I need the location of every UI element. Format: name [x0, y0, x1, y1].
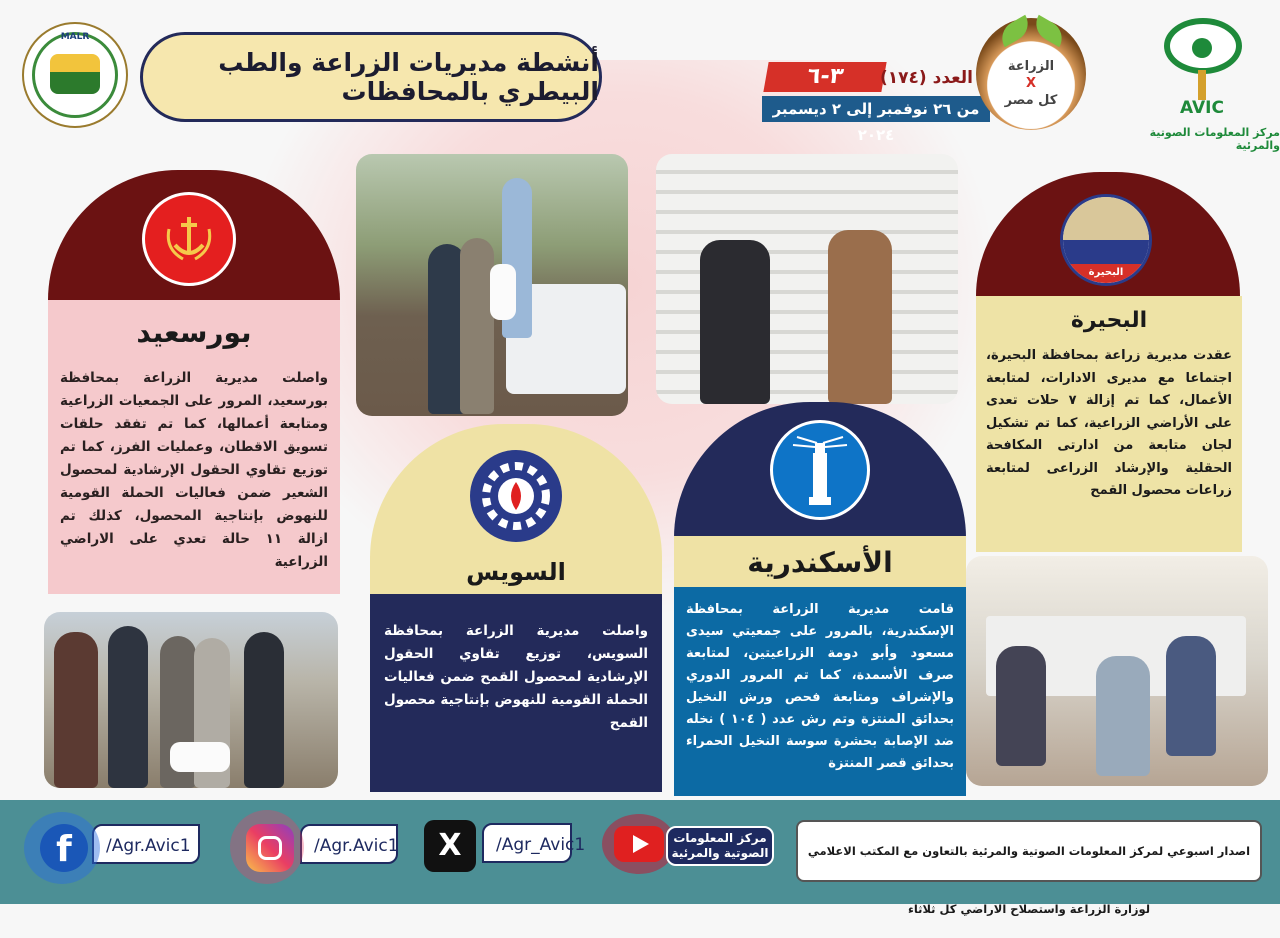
- leaf-icon: [996, 15, 1034, 48]
- cotton-pile: [170, 742, 230, 772]
- wheat-stem-icon: [1198, 70, 1206, 100]
- person: [1166, 636, 1216, 756]
- facebook-handle[interactable]: /Agr.Avic1: [92, 824, 200, 864]
- alexandria-title: الأسكندرية: [747, 546, 893, 579]
- instagram-handle[interactable]: /Agr.Avic1: [300, 824, 398, 864]
- port-said-body: واصلت مديرية الزراعة بمحافظة بورسعيد، المرور على الجمعيات الزراعية ومتابعة أعمالها، كما تم تفقد حلقات تسويق الاقطان، وعمليات الفرز، كما تم توزيع تقاوي الحقول الإرشادية لمحصول الشعير ضمن فعاليات الحملة القومية للنهوض بإنتاجية المحصول، كذلك تم ازالة ١١ حالة تعدي على الاراضي الزراعية: [60, 370, 329, 570]
- anchor-wreath-icon: [159, 209, 219, 269]
- page-title: أنشطة مديريات الزراعة والطب البيطري بالمحافظات: [218, 48, 599, 106]
- malr-logo-text: MALR: [60, 32, 90, 42]
- issue-code-badge: ٣-٦: [763, 62, 886, 92]
- suez-title: السويس: [370, 556, 662, 594]
- alexandria-body: قامت مديرية الزراعة بمحافظة الإسكندرية، بالمرور على جمعيتي سيدى مسعود وأبو دومة الزراعيتين، لمتابعة صرف الأسمدة، كما تم المرور الدوري والإشراف ومتابعة فحص ورش النخيل بحدائق المنتزة وتم رش عدد ( ١٠٤ ) نخله ضد الإصابة بحشرة سوسة النخيل الحمراء بحدائق قصر المنتزة: [686, 602, 955, 771]
- suez-emblem: [470, 450, 562, 542]
- person: [828, 230, 892, 404]
- beheira-body: عقدت مديرية زراعة بمحافظة البحيرة، اجتماعا مع مديرى الادارات، لمتابعة الأعمال، كما تم إزالة ٧ حلات تعدى على الأراضي الزراعية، كما تم تشكيل لجان متابعة من ادارتى المكافحة الحقلية والإرشاد الزراعى لمتابعة زراعات محصول القمح: [986, 348, 1232, 498]
- campaign-logo-line1: الزراعة: [1007, 59, 1055, 74]
- youtube-link[interactable]: [604, 820, 664, 862]
- person: [108, 626, 148, 788]
- youtube-channel-label[interactable]: مركز المعلومات الصوتية والمرئية: [666, 826, 774, 866]
- suez-panel: [370, 556, 662, 792]
- instagram-icon: [246, 824, 294, 872]
- x-icon: X: [424, 820, 476, 872]
- signal-dot-icon: [1192, 38, 1212, 58]
- page-title-banner: [140, 32, 602, 122]
- x-link[interactable]: [424, 814, 586, 872]
- person: [700, 240, 770, 404]
- suez-body: واصلت مديرية الزراعة بمحافظة السويس، توزيع تقاوي الحقول الإرشادية لمحصول القمح ضمن فعاليات الحملة القومية للنهوض بإنتاجية محصول القمح: [384, 623, 648, 731]
- youtube-icon: [614, 826, 664, 862]
- alexandria-title-bar: [674, 536, 966, 587]
- person: [460, 238, 494, 414]
- photo-fertilizer-warehouse: [656, 154, 958, 404]
- facebook-link[interactable]: [28, 816, 200, 872]
- instagram-link[interactable]: [234, 816, 398, 872]
- alexandria-emblem: [770, 420, 870, 520]
- gear-flame-icon: [476, 456, 556, 536]
- alexandria-panel: [674, 536, 966, 796]
- avic-subtitle: مركز المعلومات الصوتية والمرئية: [1149, 126, 1280, 152]
- lighthouse-icon: [773, 423, 867, 517]
- port-said-panel: [48, 300, 340, 594]
- person: [996, 646, 1046, 766]
- campaign-logo-line2: كل مصر: [1004, 93, 1058, 108]
- photo-seed-distribution-truck: [356, 154, 628, 416]
- person: [54, 632, 98, 788]
- person: [244, 632, 284, 788]
- malr-logo: [22, 22, 128, 128]
- agriculture-campaign-logo: [976, 18, 1086, 130]
- port-said-title: بورسعيد: [136, 316, 252, 349]
- emblem-top: [1063, 197, 1149, 240]
- photo-directors-meeting: [966, 556, 1268, 786]
- beheira-title: البحيرة: [1070, 308, 1148, 333]
- beheira-emblem: [1060, 194, 1152, 286]
- emblem-water: [1063, 240, 1149, 264]
- beheira-emblem-text: البحيرة: [1063, 264, 1149, 283]
- date-range: من ٢٦ نوفمبر إلى ٢ ديسمبر ٢٠٢٤: [762, 96, 990, 122]
- photo-cotton-marketing: [44, 612, 338, 788]
- beheira-panel: [976, 296, 1242, 552]
- port-said-emblem: [142, 192, 236, 286]
- campaign-logo-text: [976, 58, 1086, 109]
- publication-notice: اصدار اسبوعي لمركز المعلومات الصوتية والمرئية بالتعاون مع المكتب الاعلامي لوزارة الزراعة واستصلاح الاراضي كل ثلاثاء: [796, 820, 1262, 882]
- person: [1096, 656, 1150, 776]
- x-handle[interactable]: /Agr_Avic1: [482, 823, 572, 863]
- malr-logo-emblem: [50, 54, 100, 94]
- issue-number: العدد (١٧٤): [880, 68, 973, 88]
- facebook-icon: f: [40, 824, 88, 872]
- avic-logo-text: AVIC: [1180, 98, 1224, 118]
- campaign-logo-x: X: [1025, 76, 1037, 91]
- avic-logo: [1150, 8, 1254, 128]
- seed-sack: [490, 264, 516, 320]
- leaf-icon: [1030, 15, 1068, 48]
